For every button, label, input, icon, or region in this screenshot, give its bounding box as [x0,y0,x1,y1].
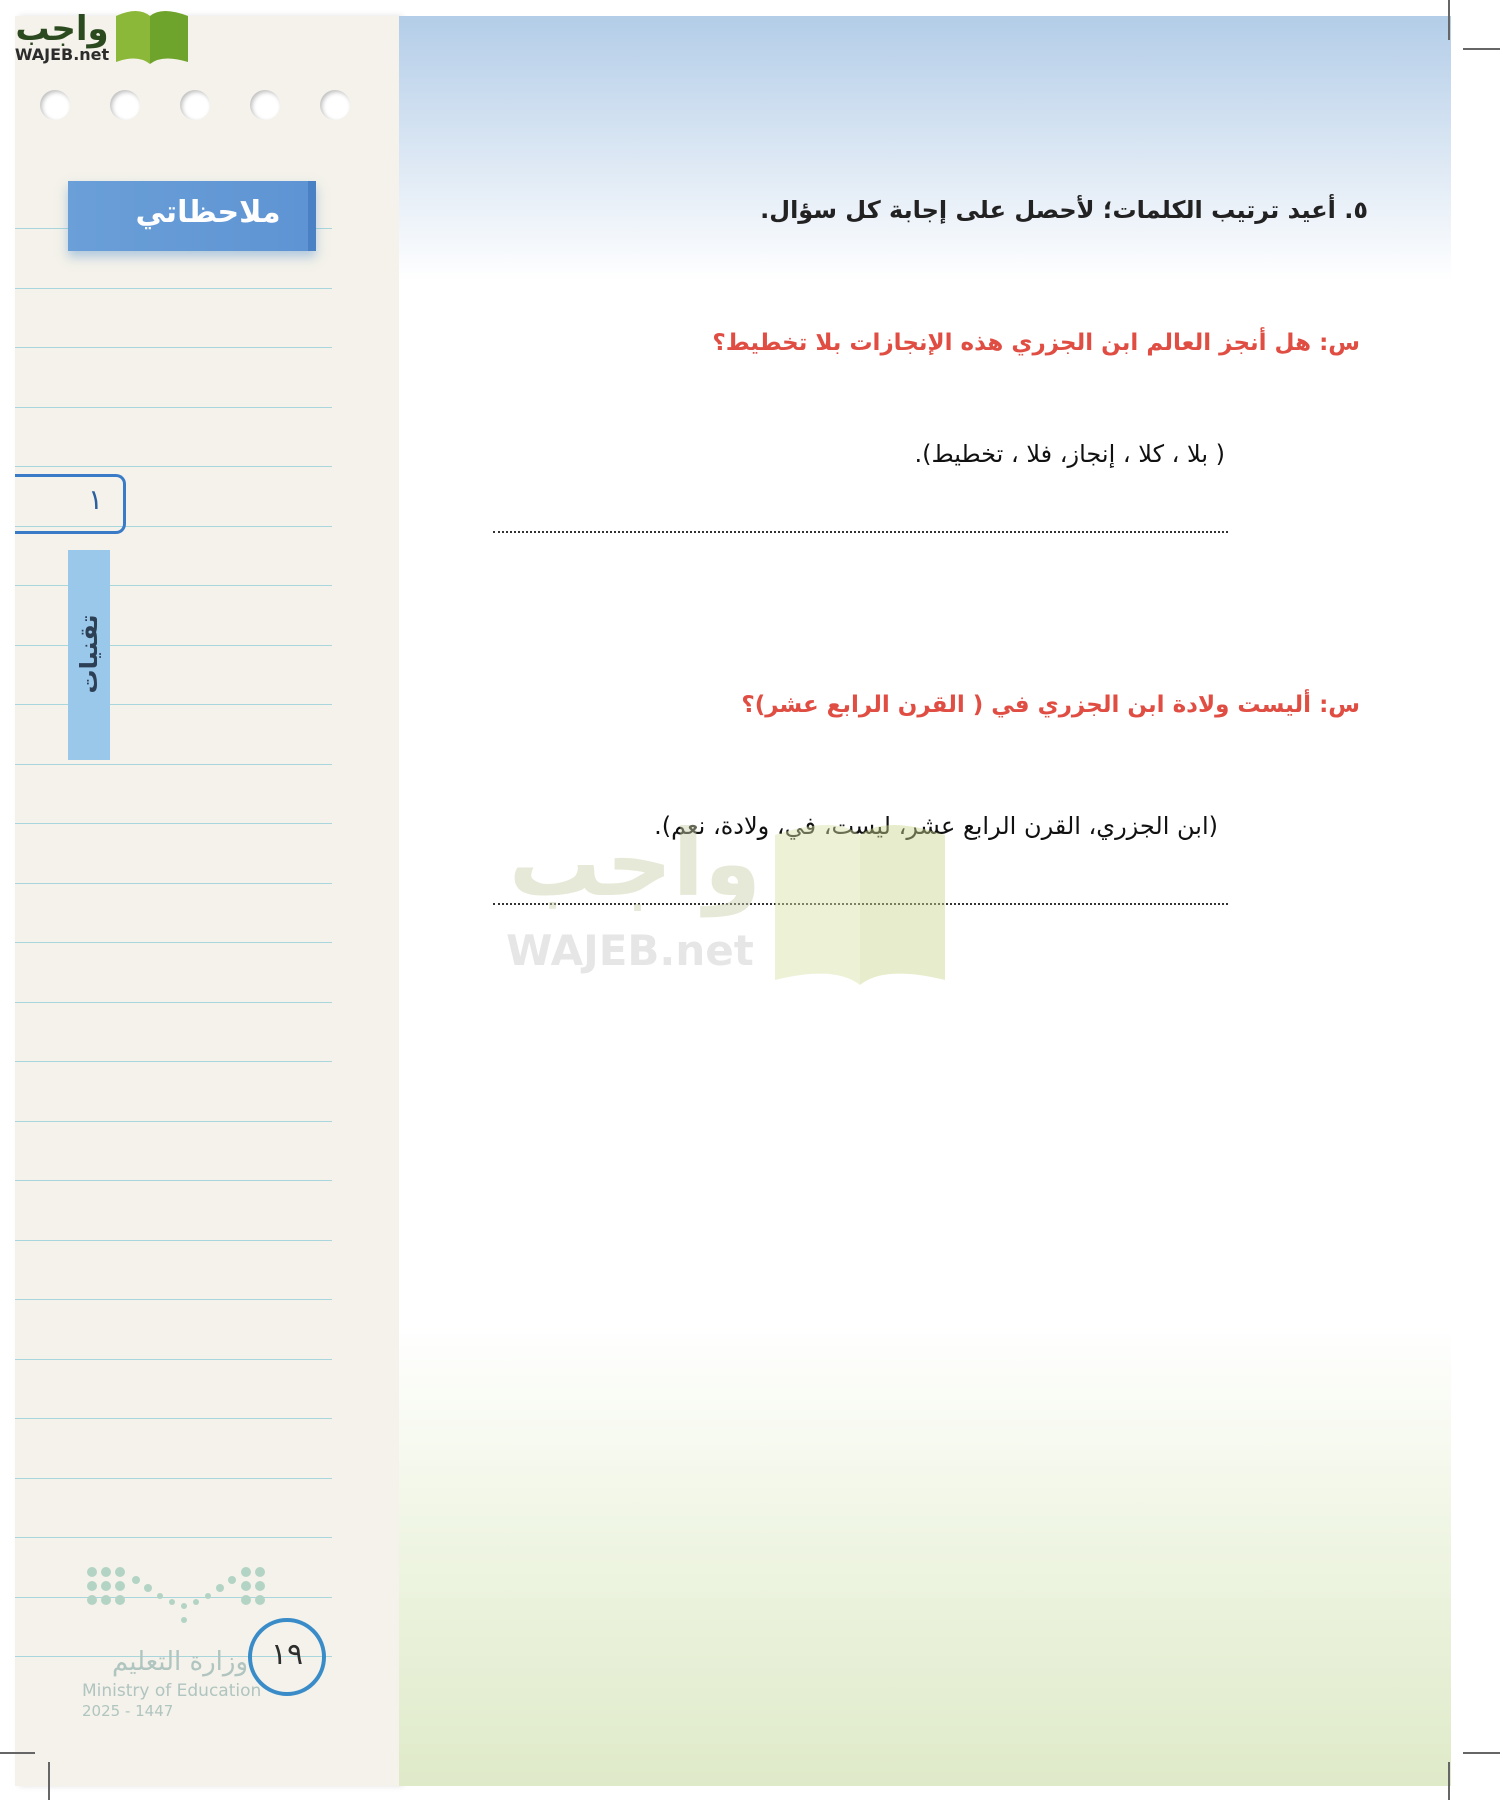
note-line [15,823,332,824]
crop-mark [48,1762,50,1800]
page-number-circle [248,1618,326,1696]
note-line [15,347,332,348]
note-line [15,1180,332,1181]
crop-mark [0,1752,35,1754]
note-line [15,883,332,884]
unit-number-box [15,474,126,534]
note-line [15,942,332,943]
crop-mark [1463,48,1500,50]
note-line [15,1299,332,1300]
note-line [15,407,332,408]
question-prefix: س: [1319,330,1360,356]
note-line [15,1061,332,1062]
binder-hole [250,90,280,120]
note-line [15,1121,332,1122]
unit-number: ١ [87,483,103,516]
exercise-title: ٥. أعيد ترتيب الكلمات؛ لأحصل على إجابة كل سؤال. [760,196,1368,224]
wajeb-watermark [505,815,1005,985]
word-bank-2: (ابن الجزري، القرن الرابع عشر، ليست، في، ولادة، نعم). [654,812,1218,840]
question-text: أليست ولادة ابن الجزري في ( القرن الرابع عشر)؟ [741,692,1312,718]
note-line [15,1240,332,1241]
note-line [15,1359,332,1360]
crop-mark [1463,1752,1500,1754]
question-prefix: س: [1319,692,1360,718]
ministry-year: 2025 - 1447 [82,1702,174,1720]
notes-title: ملاحظاتي [135,195,281,230]
question-2 [741,692,1360,718]
note-line [15,288,332,289]
unit-label: تقنيات [75,614,103,694]
unit-ribbon [68,550,110,760]
ministry-name-en: Ministry of Education [82,1681,262,1701]
question-text: هل أنجز العالم ابن الجزري هذه الإنجازات بلا تخطيط؟ [712,330,1312,356]
note-line [15,585,332,586]
ministry-name-ar: وزارة التعليم [111,1647,249,1677]
note-line [15,1418,332,1419]
binder-hole [180,90,210,120]
watermark-text-en: WAJEB.net [506,926,754,975]
watermark-text-ar: واجب [508,815,762,917]
page-number: ١٩ [270,1637,304,1672]
notes-title-tab [68,181,316,251]
ministry-dots-icon [87,1567,265,1623]
binder-hole [110,90,140,120]
crop-mark [1448,1762,1450,1800]
question-1 [712,330,1360,356]
notes-column [15,16,399,1786]
note-line [15,1478,332,1479]
note-line [15,1002,332,1003]
binder-hole [40,90,70,120]
logo-text-en: WAJEB.net [14,45,110,64]
note-line [15,466,332,467]
note-line [15,764,332,765]
binder-hole [320,90,350,120]
note-line [15,704,332,705]
logo-text-ar: واجب [15,9,109,49]
answer-line-1[interactable] [493,531,1228,533]
wajeb-logo [10,4,190,64]
note-line [15,645,332,646]
crop-mark [1448,0,1450,40]
word-bank-1: ( بلا ، كلا ، إنجاز، فلا ، تخطيط). [914,440,1225,468]
note-line [15,1537,332,1538]
